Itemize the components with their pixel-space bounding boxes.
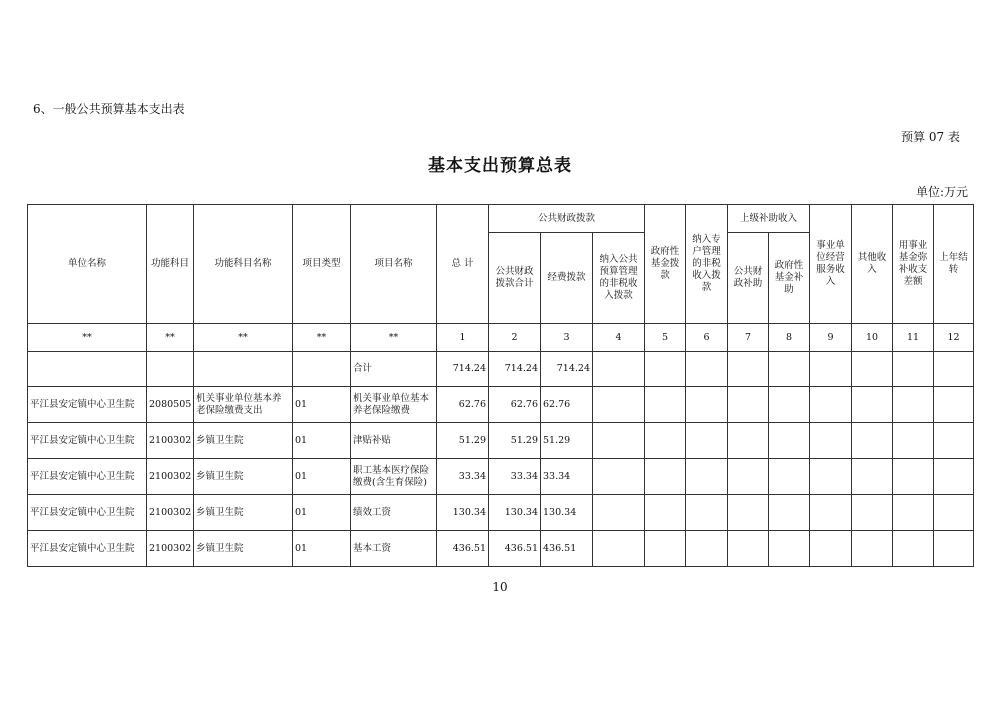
page-title: 基本支出预算总表 [428,156,572,176]
row-pf-total: 436.51 [489,531,541,567]
row-proj-type: 01 [293,531,351,567]
index-cell: 8 [769,324,810,352]
budget-table [27,204,974,567]
row-proj-type: 01 [293,423,351,459]
row-total: 130.34 [437,495,489,531]
total-label: 合计 [351,352,437,387]
row-func-code: 2100302 [147,495,194,531]
row-pf-total: 130.34 [489,495,541,531]
row-total: 436.51 [437,531,489,567]
row-pf-total: 33.34 [489,459,541,495]
row-total: 33.34 [437,459,489,495]
row-proj-name: 基本工资 [351,531,437,567]
row-func-code: 2100302 [147,459,194,495]
row-func-name: 乡镇卫生院 [194,531,293,567]
row-pf-total: 51.29 [489,423,541,459]
row-func-code: 2080505 [147,387,194,423]
header-unit-name: 单位名称 [28,205,147,324]
index-cell: 5 [645,324,686,352]
header-business-income: 事业单位经营服务收入 [810,205,852,324]
header-func-name: 功能科目名称 [194,205,293,324]
index-cell: ** [147,324,194,352]
header-proj-type: 项目类型 [293,205,351,324]
index-cell: 11 [893,324,934,352]
header-pf-funds: 经费拨款 [541,233,593,324]
table-row [28,423,974,459]
total-row [28,352,974,387]
row-unit-name: 平江县安定镇中心卫生院 [28,531,147,567]
header-carryover: 上年结转 [934,205,974,324]
unit-label: 单位:万元 [915,185,968,199]
index-cell: 4 [593,324,645,352]
page-number: 10 [492,580,508,594]
row-proj-type: 01 [293,387,351,423]
row-func-name: 乡镇卫生院 [194,423,293,459]
row-total: 51.29 [437,423,489,459]
header-fund-gap: 用事业基金弥补收支差额 [893,205,934,324]
row-unit-name: 平江县安定镇中心卫生院 [28,387,147,423]
header-superior: 上级补助收入 [728,205,810,233]
row-pf-funds: 33.34 [541,459,593,495]
index-cell: 1 [437,324,489,352]
row-proj-name: 职工基本医疗保险缴费(含生育保险) [351,459,437,495]
header-total: 总 计 [437,205,489,324]
row-func-name: 乡镇卫生院 [194,459,293,495]
header-gov-fund: 政府性基金拨款 [645,205,686,324]
index-cell: 6 [686,324,728,352]
total-amount: 714.24 [437,352,489,387]
header-pf-total: 公共财政拨款合计 [489,233,541,324]
header-sup-gov-fund: 政府性基金补助 [769,233,810,324]
table-number: 预算 07 表 [901,130,960,144]
row-proj-name: 津贴补贴 [351,423,437,459]
row-func-name: 乡镇卫生院 [194,495,293,531]
header-special-nontax: 纳入专户管理的非税收入拨款 [686,205,728,324]
header-proj-name: 项目名称 [351,205,437,324]
index-cell: ** [293,324,351,352]
row-unit-name: 平江县安定镇中心卫生院 [28,423,147,459]
header-public-finance: 公共财政拨款 [489,205,645,233]
index-cell: ** [194,324,293,352]
row-func-name: 机关事业单位基本养老保险缴费支出 [194,387,293,423]
table-row [28,531,974,567]
row-pf-funds: 436.51 [541,531,593,567]
index-cell: ** [351,324,437,352]
row-proj-type: 01 [293,459,351,495]
row-pf-funds: 62.76 [541,387,593,423]
row-pf-funds: 130.34 [541,495,593,531]
index-cell: 7 [728,324,769,352]
index-cell: 12 [934,324,974,352]
row-proj-name: 绩效工资 [351,495,437,531]
row-unit-name: 平江县安定镇中心卫生院 [28,495,147,531]
section-title: 6、一般公共预算基本支出表 [33,102,185,116]
index-cell: 10 [852,324,893,352]
total-pf-total: 714.24 [489,352,541,387]
row-pf-total: 62.76 [489,387,541,423]
index-row [28,324,974,352]
table-row [28,459,974,495]
table-row [28,387,974,423]
index-cell: 2 [489,324,541,352]
row-total: 62.76 [437,387,489,423]
row-proj-name: 机关事业单位基本养老保险缴费 [351,387,437,423]
table-row [28,495,974,531]
header-sup-public: 公共财政补助 [728,233,769,324]
header-other-income: 其他收入 [852,205,893,324]
header-pf-nontax: 纳入公共预算管理的非税收入拨款 [593,233,645,324]
index-cell: ** [28,324,147,352]
row-func-code: 2100302 [147,531,194,567]
row-func-code: 2100302 [147,423,194,459]
total-pf-funds: 714.24 [541,352,593,387]
index-cell: 9 [810,324,852,352]
row-proj-type: 01 [293,495,351,531]
row-unit-name: 平江县安定镇中心卫生院 [28,459,147,495]
row-pf-funds: 51.29 [541,423,593,459]
header-func-code: 功能科目 [147,205,194,324]
index-cell: 3 [541,324,593,352]
